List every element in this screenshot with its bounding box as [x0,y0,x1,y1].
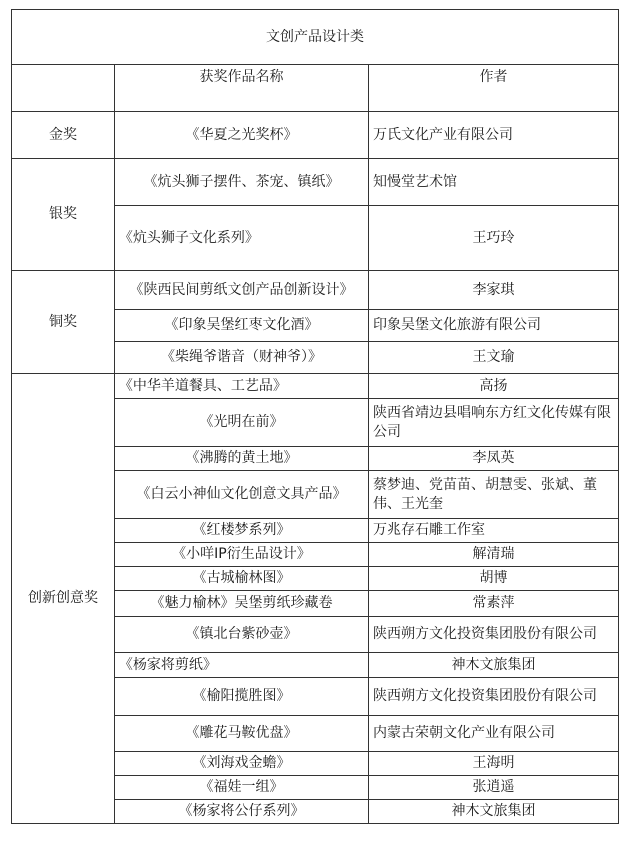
work-cell: 《光明在前》 [114,399,368,447]
work-cell: 《镇北台紫砂壶》 [114,617,368,653]
work-cell: 《雕花马鞍优盘》 [114,716,368,752]
author-cell: 李家琪 [369,271,619,310]
author-cell: 神木文旅集团 [369,653,619,678]
work-cell: 《炕头狮子文化系列》 [114,206,368,271]
work-cell: 《杨家将剪纸》 [114,653,368,678]
table-title: 文创产品设计类 [12,10,619,65]
author-cell: 王海明 [369,752,619,776]
work-cell: 《小咩IP衍生品设计》 [114,543,368,567]
table-row [12,271,619,310]
author-cell: 胡博 [369,567,619,591]
award-gold: 金奖 [12,112,115,159]
author-cell: 内蒙古荣朝文化产业有限公司 [369,716,619,752]
author-cell: 王文瑜 [369,342,619,374]
author-cell: 解清瑞 [369,543,619,567]
award-silver: 银奖 [12,159,115,271]
work-cell: 《魅力榆林》吴堡剪纸珍藏卷 [114,591,368,617]
work-cell: 《刘海戏金蟾》 [114,752,368,776]
work-cell: 《中华羊道餐具、工艺品》 [114,374,368,399]
author-cell: 陕西朔方文化投资集团股份有限公司 [369,678,619,716]
author-cell: 张逍遥 [369,776,619,800]
work-cell: 《沸腾的黄土地》 [114,447,368,471]
work-cell: 《杨家将公仔系列》 [114,800,368,824]
table-row [12,112,619,159]
author-cell: 印象吴堡文化旅游有限公司 [369,310,619,342]
awards-table [11,9,619,824]
work-cell: 《福娃一组》 [114,776,368,800]
table-row [12,374,619,399]
author-cell: 陕西省靖边县唱响东方红文化传媒有限公司 [369,399,619,447]
header-author: 作者 [369,65,619,112]
author-cell: 知慢堂艺术馆 [369,159,619,206]
author-cell: 李凤英 [369,447,619,471]
header-work: 获奖作品名称 [114,65,368,112]
author-cell: 万兆存石雕工作室 [369,519,619,543]
work-cell: 《红楼梦系列》 [114,519,368,543]
work-cell: 《白云小神仙文化创意文具产品》 [114,471,368,519]
title-row [12,10,619,65]
work-cell: 《炕头狮子摆件、茶宠、镇纸》 [114,159,368,206]
author-cell: 王巧玲 [369,206,619,271]
work-cell: 《印象吴堡红枣文化酒》 [114,310,368,342]
header-award-cell [12,65,115,112]
table-row [12,159,619,206]
work-cell: 《榆阳揽胜图》 [114,678,368,716]
work-cell: 《古城榆林图》 [114,567,368,591]
award-bronze: 铜奖 [12,271,115,374]
author-cell: 常素萍 [369,591,619,617]
author-cell: 神木文旅集团 [369,800,619,824]
author-cell: 高扬 [369,374,619,399]
author-cell: 陕西朔方文化投资集团股份有限公司 [369,617,619,653]
work-cell: 《柴绳爷谐音（财神爷）》 [114,342,368,374]
award-innovation: 创新创意奖 [12,374,115,824]
work-cell: 《陕西民间剪纸文创产品创新设计》 [114,271,368,310]
author-cell: 蔡梦迪、党苗苗、胡慧雯、张斌、董伟、王光奎 [369,471,619,519]
header-row [12,65,619,112]
work-cell: 《华夏之光奖杯》 [114,112,368,159]
author-cell: 万氏文化产业有限公司 [369,112,619,159]
